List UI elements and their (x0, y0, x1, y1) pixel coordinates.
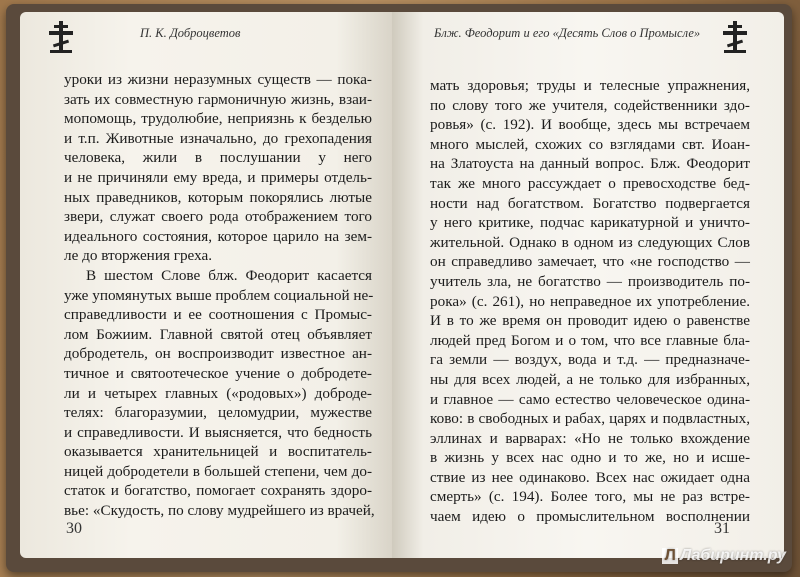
text-line: по слову того же учителя, содейственники здо- (430, 96, 750, 114)
text-line: уже упомянутых выше проблем социальной не- (64, 286, 374, 304)
text-line: справедливости и ее соотношения с Промыс- (64, 306, 372, 324)
text-line: рока» (с. 261), но неправедное их употребление. (430, 292, 750, 310)
text-line: учитель зла, не богатство — производитель по- (430, 272, 750, 290)
text-line: звери, служат своего рода отображением того (64, 208, 372, 226)
orthodox-cross-icon (720, 20, 750, 54)
text-line: и не причиняли ему вреда, и примеры отдель- (64, 168, 372, 186)
running-head: П. К. Доброцветов (140, 26, 241, 40)
text-line: ницей добродетели в большей степени, чем до- (64, 462, 372, 480)
text-line: эллинах и варварах: «Но не только вхождение (430, 429, 750, 447)
text-line: у него критике, подчас карикатурной и уничто- (430, 214, 750, 232)
right-page (392, 12, 784, 558)
text-line: и справедливости. И выясняется, что бедность (64, 423, 372, 441)
text-line: людей пред Богом и о том, что все главные бла- (430, 331, 750, 349)
text-line: на Златоуста на данный вопрос. Блж. Феодорит (430, 155, 750, 173)
text-line: оказывается хранительницей и воспитатель- (64, 443, 372, 461)
text-line: и т.п. Животные изначально, до грехопадения (64, 129, 372, 147)
labirint-watermark (662, 547, 786, 565)
text-line: га земли — воздух, вода и т.д. — предназначе- (430, 351, 750, 369)
left-page (20, 12, 392, 558)
page-number: 30 (66, 520, 82, 537)
text-line: идеального состояния, которое царило на зем- (64, 227, 372, 245)
text-line: ле до вторжения греха. (64, 247, 213, 265)
orthodox-cross-icon (46, 20, 76, 54)
text-line: жительной. Однако в одном из следующих Слов (430, 233, 750, 251)
text-line: смерть» (с. 194). Более того, мы не раз встре- (430, 488, 750, 506)
text-line: чаем идею о промыслительном восполнении (430, 508, 750, 526)
text-line: и главное — само естество человеческое одина- (430, 390, 750, 408)
text-line: человека, жили в послушании у него (64, 149, 372, 167)
text-line: ности над богатством. Богатство подвергается (430, 194, 750, 212)
text-line: В шестом Слове блж. Феодорит касается (86, 266, 372, 284)
open-book (6, 4, 792, 572)
page-text (430, 76, 750, 527)
text-line: уроки из жизни неразумных существ — пока- (64, 71, 372, 88)
page-text (64, 70, 375, 521)
text-line: добродетель, он воспроизводит известное ан- (64, 345, 372, 363)
text-line: он справедливо замечает, что «не господство — (430, 253, 750, 271)
text-line: тичное и святоотеческое учение о добродете- (64, 364, 372, 382)
text-line: много мыслей, схожих со взглядами свт. Иоан- (430, 135, 750, 153)
text-line: ково: в свободных и рабах, царях и подвластных, (430, 410, 750, 428)
watermark-text: Лабиринт.ру (680, 547, 786, 564)
text-line: ровья» (с. 192). И вообще, здесь мы встречаем (430, 116, 750, 134)
text-line: мопомощь, трудолюбие, неприязнь к безделью (64, 110, 372, 128)
text-line: вье: «Скудость, по слову мудрейшего из врачей, (64, 502, 375, 520)
page-number: 31 (714, 520, 730, 537)
text-line: зать их совместную гармоничную жизнь, взаи- (64, 90, 372, 108)
text-line: ны для всех людей, а не только для избранных, (430, 370, 750, 388)
text-line: в жизнь у всех нас одно и то же, но и исше- (430, 449, 750, 467)
text-line: ных праведников, которым покорялись лютые (64, 188, 372, 206)
text-line: ли и четырех главных («родовых») доброде- (64, 384, 372, 402)
text-line: так же много рассуждает о превосходстве бед- (430, 174, 750, 192)
running-head: Блж. Феодорит и его «Десять Слов о Промысле» (434, 26, 701, 40)
text-line: статок и богатство, помогает сохранять здоро- (64, 482, 372, 500)
watermark-logo-icon: Л (662, 548, 678, 564)
text-line: телях: благоразумии, целомудрии, мужестве (64, 404, 372, 422)
text-line: мать здоровья; труды и телесные упражнения, (430, 77, 750, 94)
text-line: ствие из нее одинаково. Всех нас ожидает одна (430, 468, 750, 486)
text-line: И в то же время он проводит идею о равенстве (430, 312, 750, 330)
text-line: лом Божиим. Главной святой отец объявляет (64, 325, 372, 343)
